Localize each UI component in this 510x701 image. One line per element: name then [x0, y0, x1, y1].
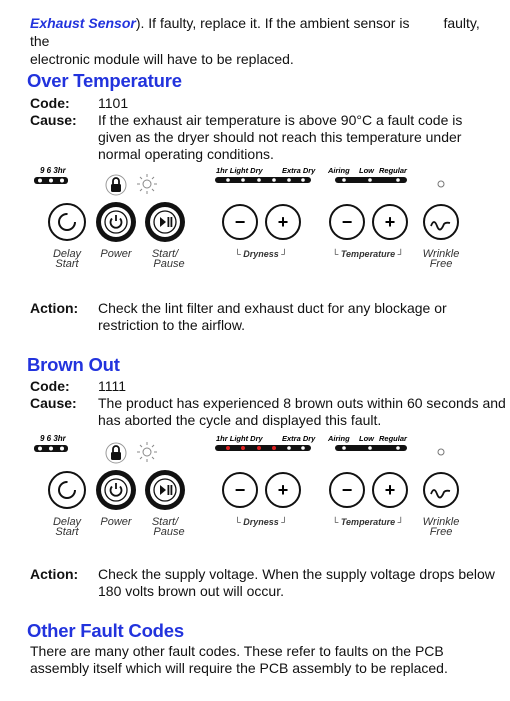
svg-text:−: −	[341, 480, 353, 500]
start-pause-button[interactable]	[145, 202, 185, 242]
temp-scale-low: Low	[359, 166, 374, 175]
code-label: Code:	[30, 95, 70, 111]
cause-value: If the exhaust air temperature is above 90°C a fault code is given as the dryer should not reach this temperature under normal operating conditions.	[98, 112, 463, 162]
other-fault-codes-text: There are many other fault codes. These refer to faults on the PCB assembly itself which will require the PCB assembly to be replaced.	[30, 643, 448, 676]
temp-scale-regular: Regular	[379, 434, 407, 443]
temp-scale-regular: Regular	[379, 166, 407, 175]
dryness-scale-right: Extra Dry	[282, 434, 316, 443]
section-title-other-fault-codes: Other Fault Codes	[27, 620, 184, 641]
action-label: Action:	[30, 300, 79, 316]
power-label: Power	[100, 248, 132, 260]
temp-scale-airing: Airing	[328, 166, 350, 175]
svg-text:−: −	[234, 212, 246, 232]
dryness-scale-left: 1hr Light Dry	[216, 434, 263, 443]
svg-text:Pause: Pause	[153, 526, 185, 537]
svg-text:+: +	[384, 480, 396, 500]
wrinkle-label: Wrinkle	[422, 516, 460, 528]
dryness-minus-button[interactable]	[223, 205, 257, 239]
dryness-label: └ Dryness ┘	[234, 249, 288, 259]
wrinkle-label: Wrinkle	[422, 248, 460, 260]
sun-icon	[137, 174, 157, 194]
cause-label: Cause:	[30, 395, 77, 411]
sun-icon	[137, 442, 157, 462]
delay-label: Delay	[52, 516, 82, 528]
start-pause-button[interactable]	[145, 470, 185, 510]
dryness-label: └ Dryness ┘	[234, 517, 288, 527]
cause-value: The product has experienced 8 brown outs within 60 seconds and has aborted the cycle and displayed this fault.	[98, 395, 506, 428]
action-value: Check the supply voltage. When the supply voltage drops below 180 volts brown out will occur.	[98, 566, 495, 599]
wrinkle-free-button[interactable]	[424, 473, 458, 507]
control-panel-diagram	[30, 432, 480, 537]
lock-icon	[106, 443, 126, 463]
exhaust-sensor-term: Exhaust Sensor	[30, 15, 136, 31]
svg-text:+: +	[384, 212, 396, 232]
wrinkle-free-button[interactable]	[424, 205, 458, 239]
code-value: 1111	[98, 378, 127, 394]
section-title-brown-out: Brown Out	[27, 354, 120, 375]
delay-start-button[interactable]	[49, 472, 85, 508]
temperature-plus-button[interactable]	[373, 205, 407, 239]
code-value: 1101	[98, 95, 129, 111]
delay-hours-label: 9 6 3hr	[40, 166, 66, 175]
svg-text:Free: Free	[429, 258, 453, 269]
dryness-plus-button[interactable]	[266, 205, 300, 239]
start-label: Start/	[151, 516, 179, 528]
svg-text:+: +	[277, 480, 289, 500]
svg-text:Start: Start	[55, 258, 79, 269]
svg-text:Start: Start	[55, 526, 79, 537]
svg-text:−: −	[341, 212, 353, 232]
temperature-plus-button[interactable]	[373, 473, 407, 507]
code-label: Code:	[30, 378, 70, 394]
power-button[interactable]	[96, 202, 136, 242]
svg-text:+: +	[277, 212, 289, 232]
intro-paragraph: Exhaust Sensor). If faulty, replace it. If the ambient sensor is faulty, the electronic module will have to be replaced.	[30, 15, 480, 67]
delay-start-button[interactable]	[49, 204, 85, 240]
dryness-scale-right: Extra Dry	[282, 166, 316, 175]
temperature-label: └ Temperature ┘	[332, 517, 404, 527]
temp-scale-airing: Airing	[328, 434, 350, 443]
svg-text:Free: Free	[429, 526, 453, 537]
power-button[interactable]	[96, 470, 136, 510]
temp-scale-low: Low	[359, 434, 374, 443]
temperature-minus-button[interactable]	[330, 205, 364, 239]
temperature-minus-button[interactable]	[330, 473, 364, 507]
power-label: Power	[100, 516, 132, 528]
cause-label: Cause:	[30, 112, 77, 128]
dryness-led-lit	[226, 446, 230, 450]
delay-label: Delay	[52, 248, 82, 260]
temperature-label: └ Temperature ┘	[332, 249, 404, 259]
wrinkle-led	[438, 181, 444, 187]
dryness-scale-left: 1hr Light Dry	[216, 166, 263, 175]
lock-icon	[106, 175, 126, 195]
delay-hours-label: 9 6 3hr	[40, 434, 66, 443]
start-label: Start/	[151, 248, 179, 260]
action-value: Check the lint filter and exhaust duct for any blockage or restriction to the airflow.	[98, 300, 447, 333]
svg-text:Pause: Pause	[153, 258, 185, 269]
control-panel-diagram	[30, 164, 480, 269]
dryness-minus-button[interactable]	[223, 473, 257, 507]
section-title-over-temperature: Over Temperature	[27, 70, 182, 91]
dryness-plus-button[interactable]	[266, 473, 300, 507]
svg-text:−: −	[234, 480, 246, 500]
wrinkle-led	[438, 449, 444, 455]
action-label: Action:	[30, 566, 79, 582]
